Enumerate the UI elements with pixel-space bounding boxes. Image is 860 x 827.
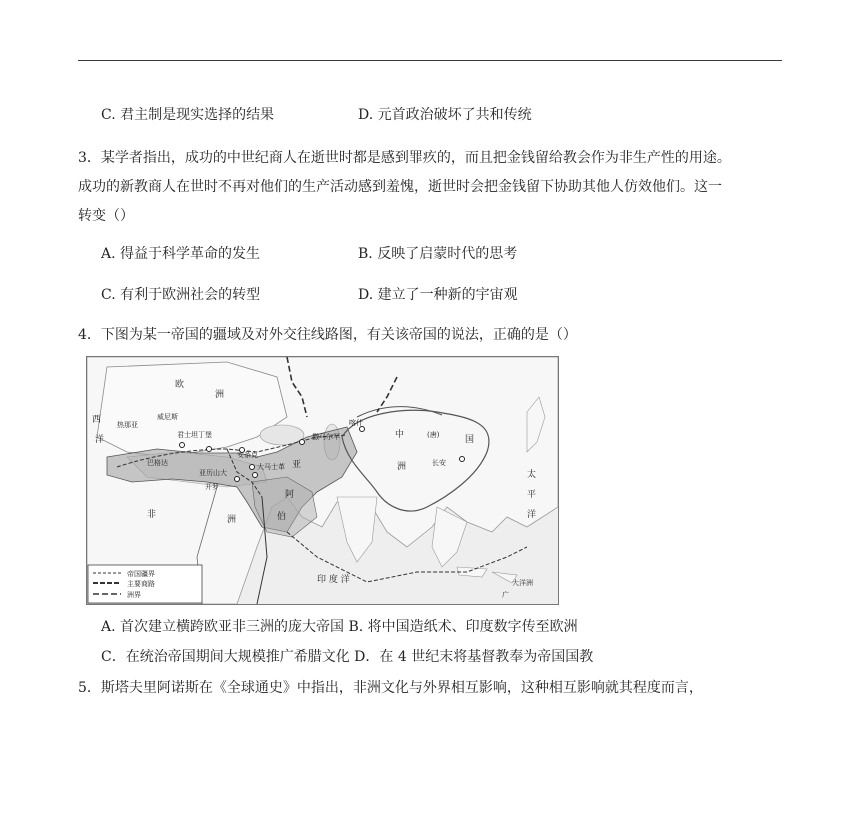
q3-text-line2: 成功的新教商人在世时不再对他们的生产活动感到羞愧，逝世时会把金钱留下协助其他人仿效他们。这一 (78, 179, 722, 195)
map-label-antioch: 安条克 (237, 451, 258, 459)
legend-item-borders: 帝国疆界 (127, 570, 155, 578)
map-label-china-2: 洲 (397, 462, 407, 472)
q5-text: 5．斯塔夫里阿诺斯在《全球通史》中指出，非洲文化与外界相互影响，这种相互影响就其程度而言， (78, 680, 703, 696)
map-label-venice: 威尼斯 (157, 413, 178, 421)
map-label-arabia-2: 伯 (277, 512, 287, 522)
map-label-guo: 国 (465, 435, 475, 445)
map-label-pacific-3: 洋 (527, 510, 537, 520)
map-label-arabia-1: 阿 (285, 490, 295, 500)
map-label-alexandria: 亚历山大 (199, 469, 227, 477)
map-label-constantinople: 君士坦丁堡 (177, 431, 212, 439)
map-label-pacific-2: 平 (527, 490, 537, 500)
q2-option-c[interactable]: C. 君主制是现实选择的结果 (101, 107, 275, 123)
map-label-indian-ocean: 印 度 洋 (317, 575, 350, 585)
map-label-africa-1: 非 (147, 510, 157, 520)
map-label-west-1: 西 (92, 415, 102, 425)
map-label-damascus: 大马士革 (257, 463, 285, 471)
q3-text-line1: 3．某学者指出，成功的中世纪商人在逝世时都是感到罪疚的，而且把金钱留给教会作为非生产性的用途。 (78, 150, 731, 166)
map-label-cairo: 开罗 (205, 483, 219, 491)
map-label-tang: (唐) (427, 431, 440, 439)
empire-route-map (86, 356, 559, 605)
q3-option-b[interactable]: B. 反映了启蒙时代的思考 (358, 246, 518, 262)
q3-option-a[interactable]: A. 得益于科学革命的发生 (101, 246, 261, 262)
legend-item-continent: 洲界 (127, 591, 141, 599)
q2-option-d[interactable]: D. 元首政治破坏了共和传统 (358, 107, 532, 123)
map-label-europe-2: 洲 (215, 390, 225, 400)
header-rule (78, 60, 782, 61)
map-label-kashgar: 喀什 (349, 419, 363, 427)
map-label-genoa: 热那亚 (117, 421, 138, 429)
map-label-baghdad: 巴格达 (147, 459, 168, 467)
map-label-west-2: 洋 (95, 435, 105, 445)
map-label-china-1: 中 (395, 430, 405, 440)
map-label-europe-1: 欧 (175, 380, 185, 390)
q3-option-d[interactable]: D. 建立了一种新的宇宙观 (358, 287, 518, 303)
q4-option-ab[interactable]: A. 首次建立横跨欧亚非三洲的庞大帝国 B. 将中国造纸术、印度数字传至欧洲 (101, 619, 578, 635)
map-label-tabriz: 撒马尔罕 (312, 433, 340, 441)
map-label-oceania: 大洋洲 (512, 579, 533, 587)
map-label-pacific-1: 太 (527, 470, 537, 480)
map-label-chang-an: 长安 (432, 459, 446, 467)
q4-option-cd[interactable]: C．在统治帝国期间大规模推广希腊文化 D．在 4 世纪末将基督教奉为帝国国教 (101, 649, 594, 665)
map-label-africa-2: 洲 (227, 515, 237, 525)
q3-text-line3: 转变（） (78, 208, 134, 224)
map-label-asia-1: 亚 (292, 460, 302, 470)
map-label-guang: 广 (502, 591, 509, 599)
q3-option-c[interactable]: C. 有利于欧洲社会的转型 (101, 287, 261, 303)
legend-item-routes: 主要商路 (127, 580, 155, 588)
map-legend (88, 565, 202, 603)
q4-text: 4．下图为某一帝国的疆域及对外交往线路图，有关该帝国的说法，正确的是（） (78, 327, 577, 343)
